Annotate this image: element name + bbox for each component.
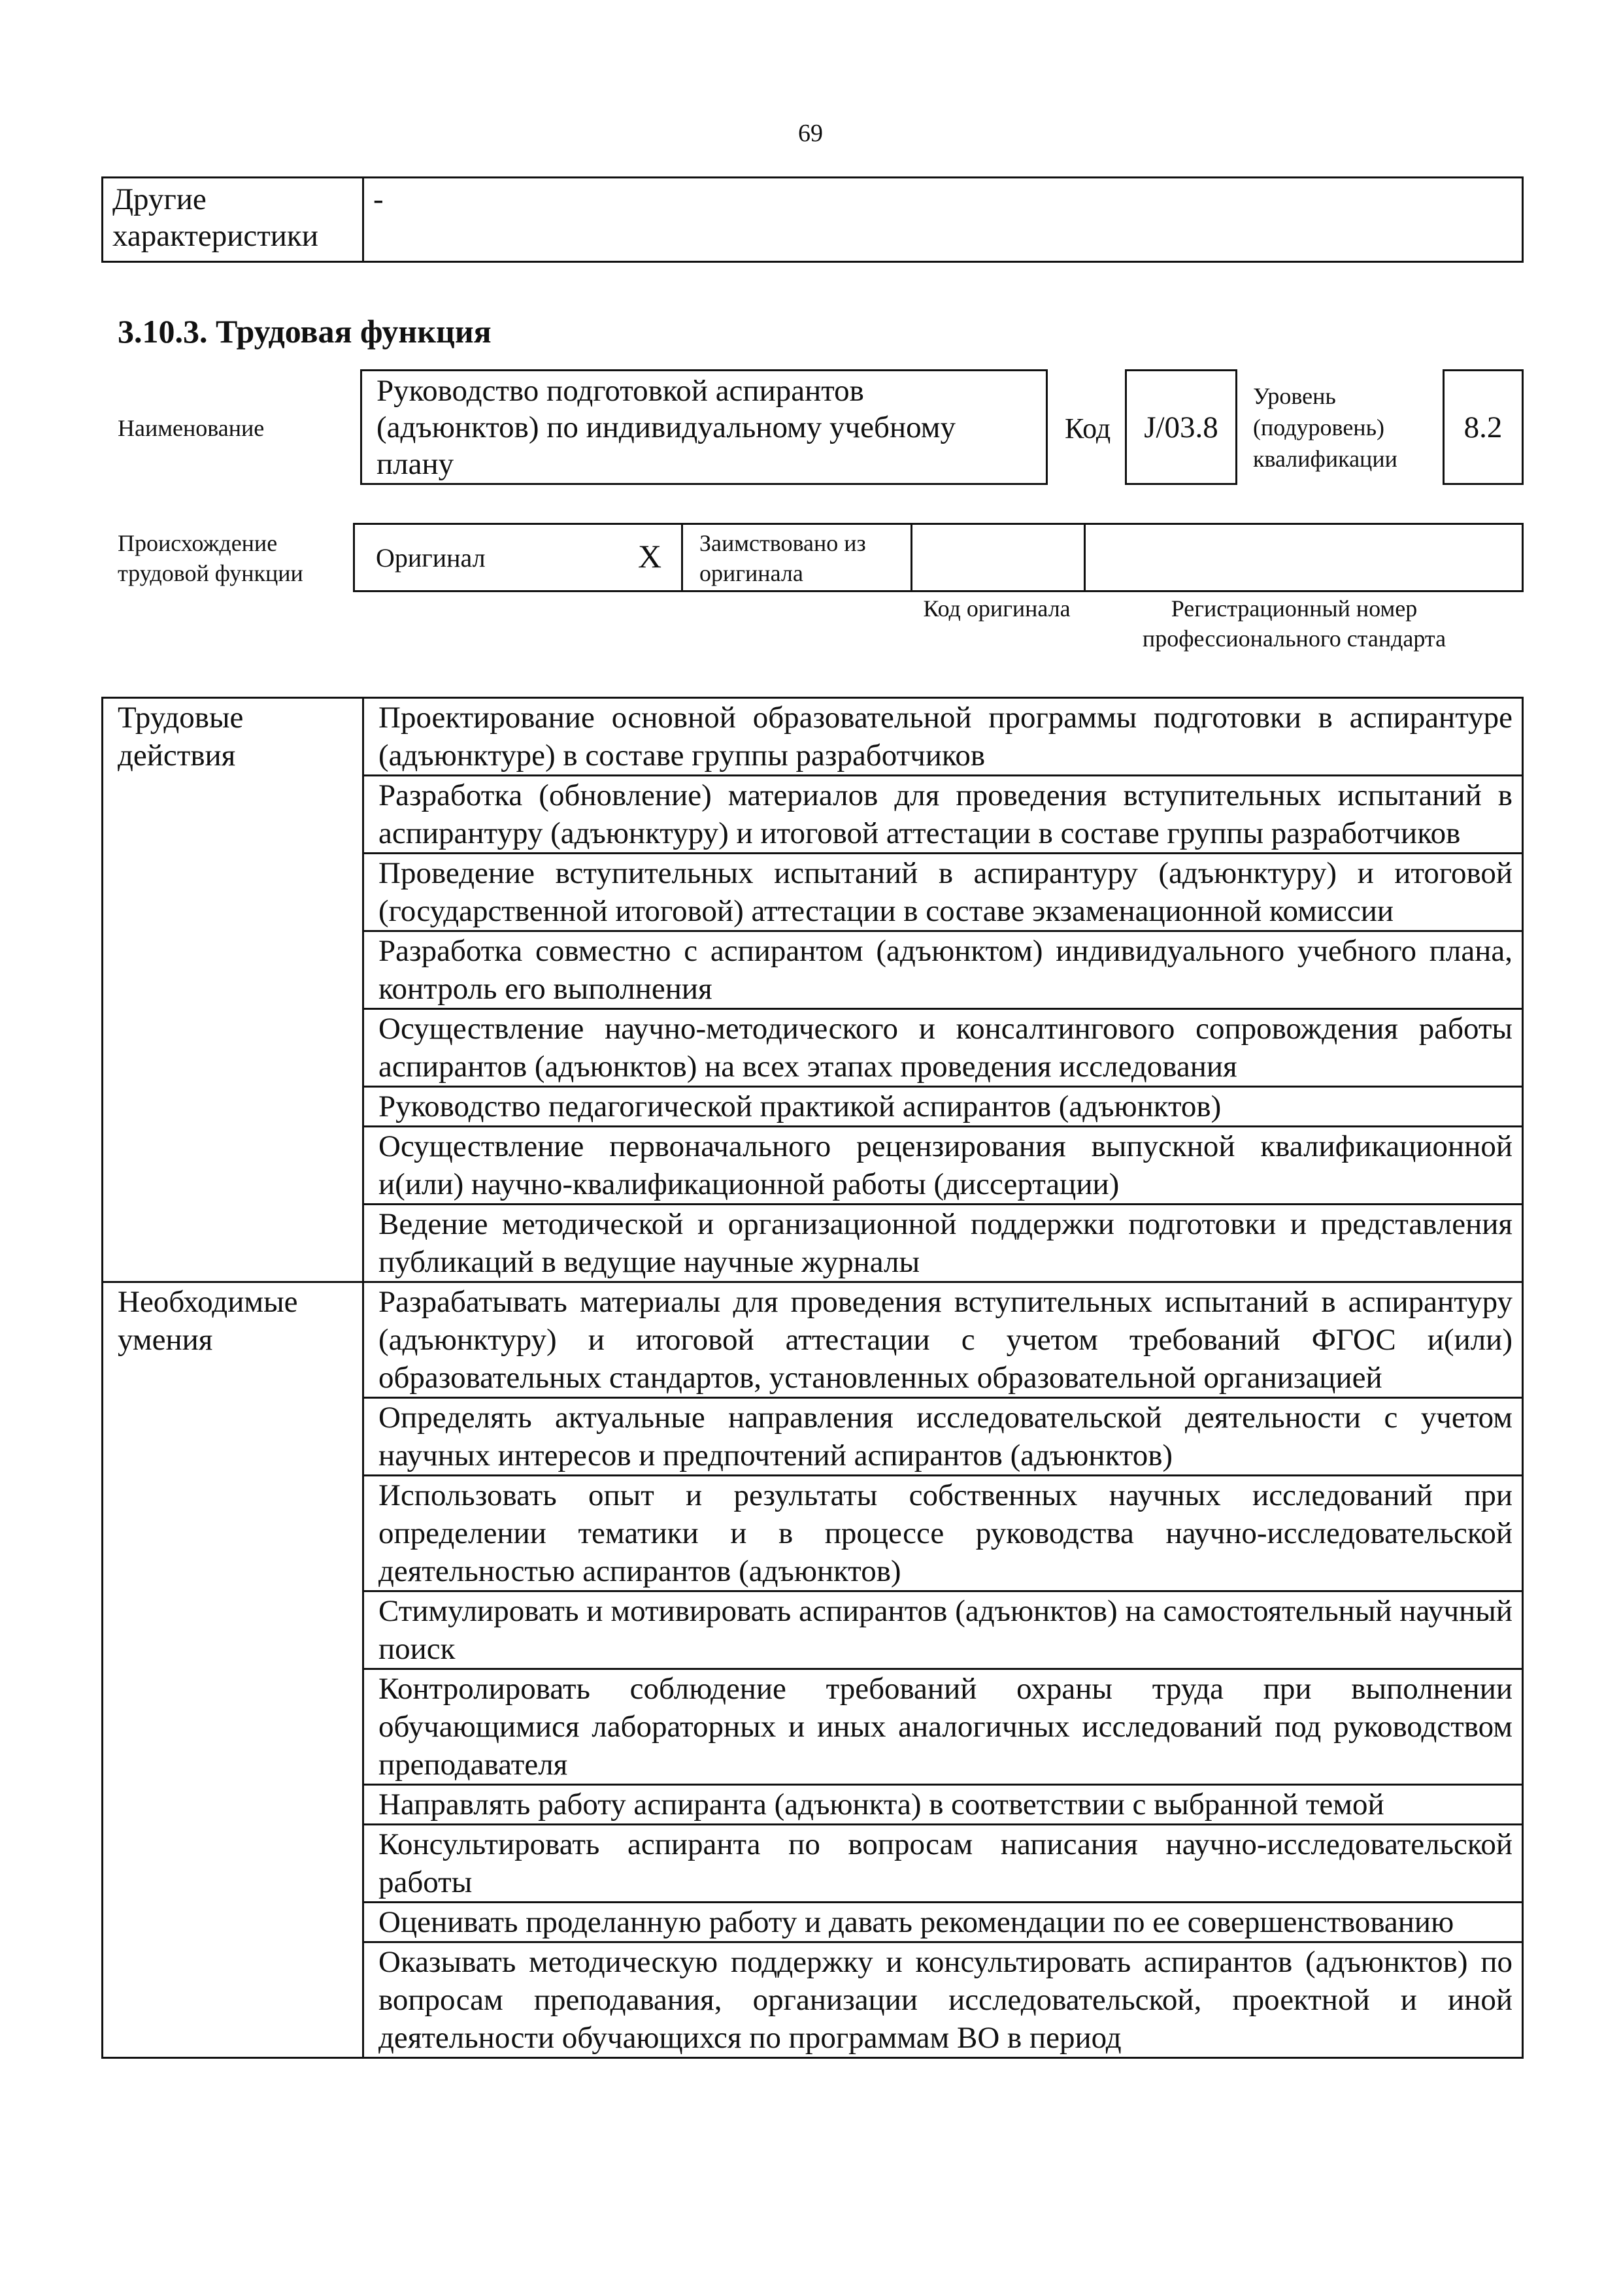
origin-divider-1 [681,523,683,592]
labor-action-item: Проектирование основной образовательной программы подготовки в аспирантуре (адъюнктуре) в составе группы разработчиков [363,698,1523,776]
labor-action-item: Осуществление первоначального рецензирования выпускной квалификационной и(или) научно-квалификационной работы (диссертации) [363,1127,1523,1205]
other-characteristics-table [101,176,1524,263]
registration-number-caption: Регистрационный номер профессионального стандарта [1142,595,1446,652]
origin-table [353,523,1524,592]
skill-item: Контролировать соблюдение требований охраны труда при выполнении обучающимися лабораторных и иных аналогичных исследований под руководством преподавателя [363,1669,1523,1785]
name-label: Наименование [118,415,265,441]
function-details-table [101,697,1524,2059]
required-skills-label: Необходимые умения [103,1282,363,2058]
labor-action-item: Руководство педагогической практикой аспирантов (адъюнктов) [363,1087,1523,1127]
labor-action-item: Разработка совместно с аспирантом (адъюнктом) индивидуального учебного плана, контроль его выполнения [363,931,1523,1009]
skill-item: Оказывать методическую поддержку и консультировать аспирантов (адъюнктов) по вопросам преподавания, организации исследовательской, проектной и иной деятельности обучающихся по программам ВО в период [363,1942,1523,2058]
original-label: Оригинал [376,543,486,573]
level-label: Уровень (подуровень) квалификации [1253,383,1397,472]
level-value: 8.2 [1443,369,1524,485]
skill-item: Консультировать аспиранта по вопросам написания научно-исследовательской работы [363,1825,1523,1903]
skill-item: Направлять работу аспиранта (адъюнкта) в соответствии с выбранной темой [363,1785,1523,1825]
other-characteristics-label: Другие характеристики [103,178,363,262]
skill-item: Использовать опыт и результаты собственных научных исследований при определении тематики и в процессе руководства научно-исследовательской деятельностью аспирантов (адъюнктов) [363,1476,1523,1591]
page-number: 69 [798,120,823,147]
labor-actions-label: Трудовые действия [103,698,363,1282]
skill-item: Стимулировать и мотивировать аспирантов (адъюнктов) на самостоятельный научный поиск [363,1591,1523,1669]
labor-action-item: Ведение методической и организационной поддержки подготовки и представления публикаций в ведущие научные журналы [363,1205,1523,1282]
skill-item: Оценивать проделанную работу и давать рекомендации по ее совершенствованию [363,1903,1523,1942]
origin-label: Происхождение трудовой функции [118,530,303,586]
skill-item: Определять актуальные направления исследовательской деятельности с учетом научных интересов и предпочтений аспирантов (адъюнктов) [363,1398,1523,1476]
labor-action-item: Осуществление научно-методического и консалтингового сопровождения работы аспирантов (адъюнктов) на всех этапах проведения исследования [363,1009,1523,1087]
code-value: J/03.8 [1125,369,1237,485]
original-mark: X [638,538,662,574]
origin-divider-2 [911,523,912,592]
code-original-caption: Код оригинала [923,595,1071,622]
origin-divider-3 [1084,523,1086,592]
labor-action-item: Проведение вступительных испытаний в аспирантуру (адъюнктуру) и итоговой (государственной итоговой) аттестации в составе экзаменационной комиссии [363,854,1523,931]
labor-action-item: Разработка (обновление) материалов для проведения вступительных испытаний в аспирантуру (адъюнктуру) и итоговой аттестации в составе группы разработчиков [363,776,1523,854]
code-label: Код [1065,412,1111,444]
borrowed-label: Заимствовано из оригинала [699,530,866,586]
other-characteristics-value: - [363,178,1523,262]
section-heading: 3.10.3. Трудовая функция [118,313,492,350]
skill-item: Разрабатывать материалы для проведения вступительных испытаний в аспирантуру (адъюнктуру) и итоговой аттестации с учетом требований ФГОС и(или) образовательных стандартов, установленных образовательной организацией [363,1282,1523,1398]
function-name: Руководство подготовкой аспирантов (адъюнктов) по индивидуальному учебному плану [360,369,1048,485]
